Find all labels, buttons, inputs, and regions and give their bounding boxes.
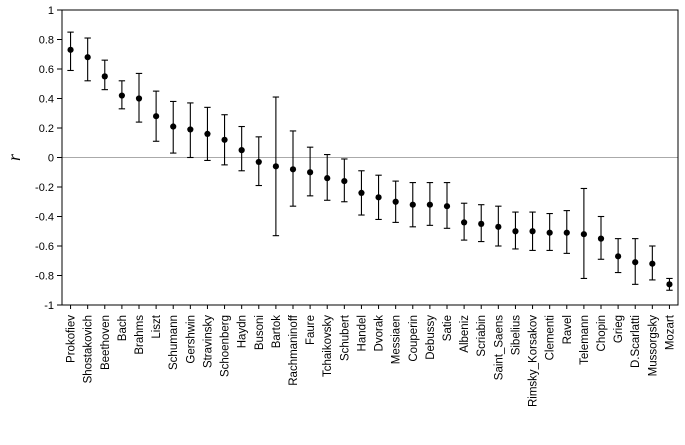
x-tick-label: Stravinsky [202, 315, 215, 369]
data-point-marker [547, 230, 553, 236]
data-point-group [581, 188, 587, 278]
data-point-marker [256, 159, 262, 165]
data-point-group [615, 239, 621, 273]
y-tick-label: 1 [47, 5, 54, 17]
x-tick-label: Rimsky_Korsakov [527, 315, 540, 408]
data-point-marker [85, 54, 91, 60]
data-point-group [102, 60, 108, 90]
x-tick-label: Gershwin [185, 315, 198, 364]
x-tick-label: Saint_Saens [493, 315, 506, 381]
data-point-group [529, 212, 535, 250]
data-point-group [632, 239, 638, 285]
data-point-group [238, 127, 244, 171]
x-tick-label: Grieg [613, 315, 626, 344]
y-tick-label: -0.6 [35, 241, 54, 253]
y-tick-label: 0.4 [38, 93, 54, 106]
data-point-marker [358, 190, 364, 196]
data-point-marker [187, 126, 193, 132]
data-point-marker [461, 219, 467, 225]
data-point-group [136, 73, 142, 122]
data-point-marker [170, 123, 176, 129]
x-tick-label: Ravel [561, 315, 574, 345]
x-tick-label: Tchaikovsky [322, 315, 335, 377]
data-point-group [410, 183, 416, 227]
x-tick-label: Sibelius [510, 315, 523, 356]
data-point-marker [615, 253, 621, 259]
data-point-group [598, 217, 604, 260]
x-tick-label: Schumann [168, 315, 181, 370]
data-point-group [119, 81, 125, 109]
data-point-group [67, 32, 73, 70]
y-tick-label: 0.8 [38, 34, 54, 47]
data-point-group [187, 103, 193, 158]
x-tick-label: Faure [305, 315, 318, 346]
data-point-marker [204, 131, 210, 137]
data-point-marker [632, 259, 638, 265]
x-tick-label: Haydn [236, 315, 249, 349]
data-point-marker [324, 175, 330, 181]
data-point-marker [153, 113, 159, 119]
data-point-marker [529, 228, 535, 234]
data-point-marker [307, 169, 313, 175]
data-point-marker [375, 194, 381, 200]
x-tick-label: Bach [116, 315, 129, 342]
x-tick-label: Clementi [544, 315, 557, 361]
data-point-marker [341, 178, 347, 184]
x-tick-label: Prokofiev [65, 315, 78, 363]
data-point-group [444, 183, 450, 229]
data-point-group [375, 175, 381, 219]
data-point-group [546, 214, 552, 251]
x-tick-label: Albeniz [459, 315, 472, 353]
data-point-marker [221, 137, 227, 143]
data-point-group [84, 38, 90, 81]
x-tick-label: Debussy [424, 315, 437, 360]
x-tick-label: Messiaen [390, 315, 403, 365]
x-tick-label: Dvorak [373, 315, 386, 352]
y-axis-label: r [4, 153, 24, 162]
data-point-group [256, 137, 262, 186]
data-point-marker [598, 236, 604, 242]
x-tick-label: Rachmaninoff [288, 315, 300, 386]
data-point-group [290, 131, 296, 206]
data-point-group [392, 181, 398, 222]
data-point-group [153, 91, 159, 141]
data-point-group [358, 171, 364, 215]
data-point-group [478, 205, 484, 242]
data-point-marker [581, 231, 587, 237]
x-tick-label: Couperin [407, 315, 420, 362]
y-tick-label: -1 [44, 300, 54, 312]
data-point-group [512, 212, 518, 249]
data-point-marker [478, 221, 484, 227]
data-point-marker [444, 203, 450, 209]
data-point-group [324, 155, 330, 201]
data-point-group [461, 203, 467, 240]
y-tick-label: -0.8 [35, 270, 54, 283]
data-point-marker [410, 202, 416, 208]
data-point-marker [290, 166, 296, 172]
x-tick-label: Chopin [596, 315, 608, 352]
x-tick-label: D.Scarlatti [630, 315, 643, 369]
data-point-marker [67, 47, 73, 53]
x-tick-label: Schubert [339, 315, 352, 362]
x-tick-label: Handel [356, 315, 369, 352]
x-tick-label: Satie [442, 315, 454, 342]
data-point-group [204, 107, 210, 160]
data-point-group [495, 206, 501, 246]
y-tick-label: 0 [47, 152, 54, 165]
data-point-group [649, 246, 655, 280]
data-point-marker [239, 147, 245, 153]
x-tick-label: Beethoven [99, 315, 112, 370]
data-point-marker [495, 224, 501, 230]
data-point-group [273, 97, 279, 236]
x-tick-label: Scriabin [476, 315, 489, 357]
data-point-marker [512, 228, 518, 234]
y-tick-label: 0.6 [38, 64, 54, 76]
x-tick-label: Telemann [578, 315, 591, 365]
data-point-marker [393, 199, 399, 205]
data-point-group [341, 159, 347, 202]
x-tick-label: Schoenberg [219, 315, 232, 378]
data-point-marker [136, 95, 142, 101]
data-point-marker [564, 230, 570, 236]
x-tick-label: Mussorgsky [647, 315, 660, 377]
y-tick-label: -0.2 [35, 182, 54, 194]
x-tick-label: Bartok [270, 315, 283, 349]
x-tick-label: Liszt [151, 315, 164, 339]
data-point-marker [649, 261, 655, 267]
data-point-group [564, 211, 570, 254]
data-point-marker [273, 163, 279, 169]
data-point-marker [427, 202, 433, 208]
x-tick-label: Brahms [134, 315, 146, 355]
x-tick-label: Busoni [253, 315, 266, 351]
x-tick-label: Shostakovich [82, 315, 95, 384]
data-point-marker [102, 73, 108, 79]
data-point-group [427, 183, 433, 226]
x-tick-label: Mozart [664, 315, 677, 351]
y-tick-label: -0.4 [35, 211, 54, 224]
data-point-marker [666, 281, 672, 287]
data-point-group [666, 278, 672, 290]
data-point-marker [119, 92, 125, 98]
y-tick-label: 0.2 [38, 123, 54, 135]
data-point-group [170, 101, 176, 153]
data-point-group [307, 147, 313, 196]
